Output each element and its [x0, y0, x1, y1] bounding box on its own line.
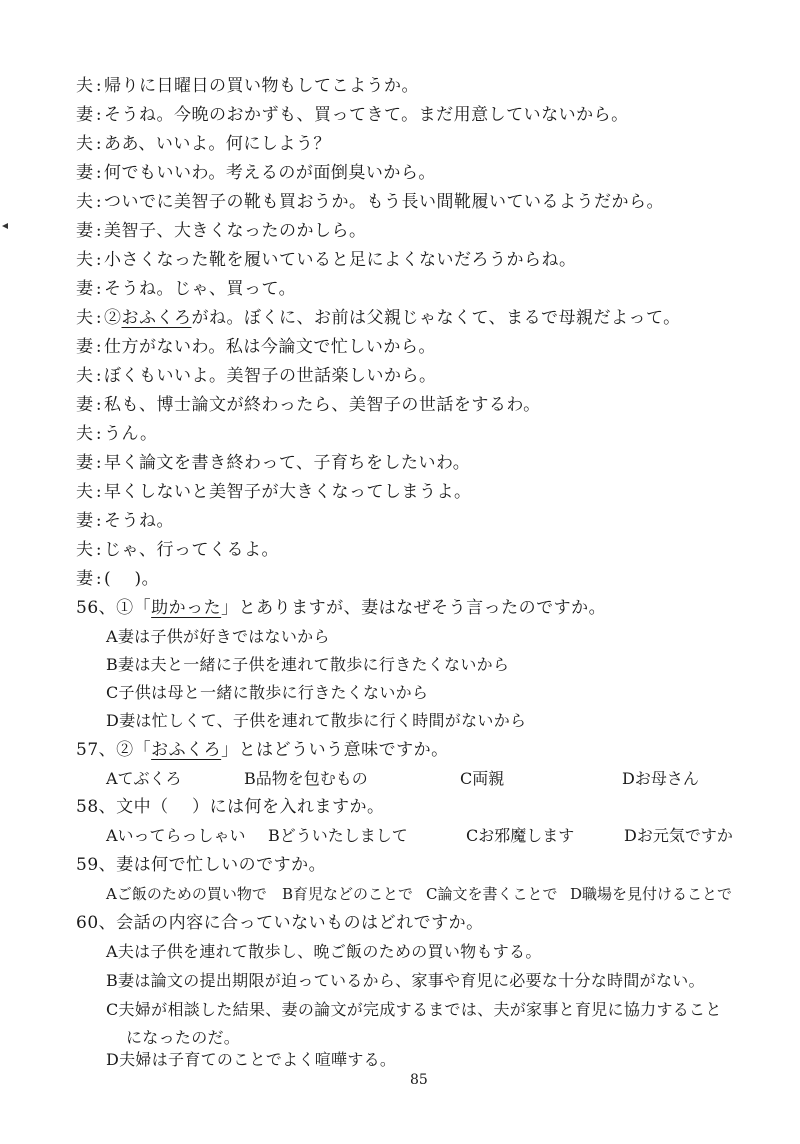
q58-option-c: Cお邪魔します — [466, 826, 575, 845]
dialogue-line: 夫 : 帰りに日曜日の買い物もしてこようか。 — [76, 76, 419, 96]
dialogue-line: 妻 : 早く論文を書き終わって、子育ちをしたいわ。 — [76, 453, 471, 473]
q57-option-d: Dお母さん — [622, 769, 699, 788]
q59-option-c: C論文を書くことで — [426, 885, 558, 903]
q58-option-d: Dお元気ですか — [624, 826, 733, 845]
q57-option-a: Aてぶくろ — [106, 769, 182, 788]
q60-option-c: C夫婦が相談した結果、妻の論文が完成するまでは、夫が家事と育児に協力すること — [106, 1000, 722, 1019]
dialogue-line: 妻 : ( )。 — [76, 569, 160, 589]
underlined-term: おふくろ — [151, 740, 222, 760]
dialogue-line: 妻 : 仕方がないわ。私は今論文で忙しいから。 — [76, 337, 436, 357]
dialogue-line: 夫 : 小さくなった靴を履いていると足によくないだろうからね。 — [76, 250, 577, 270]
q60-option-a: A夫は子供を連れて散歩し、晩ご飯のための買い物もする。 — [106, 942, 542, 961]
dialogue-line: 夫 : じゃ、行ってくるよ。 — [76, 540, 279, 560]
underlined-term: 助かった — [151, 598, 222, 618]
q59-option-a: Aご飯のための買い物で — [106, 885, 267, 903]
q57-option-b: B品物を包むもの — [244, 769, 368, 788]
margin-mark — [2, 223, 8, 229]
question-58: 58、文中（ ）には何を入れますか。 — [76, 797, 385, 817]
q60-option-c-cont: になったのだ。 — [126, 1028, 241, 1047]
question-57: 57、②「おふくろ」とはどういう意味ですか。 — [76, 740, 449, 760]
q56-option-c: C子供は母と一緒に散歩に行きたくないから — [106, 683, 429, 702]
dialogue-line: 妻 : 私も、博士論文が終わったら、美智子の世話をするわ。 — [76, 395, 541, 415]
dialogue-line: 夫 : うん。 — [76, 424, 158, 444]
dialogue-line: 夫 : ついでに美智子の靴も買おうか。もう長い間靴履いているようだから。 — [76, 192, 664, 212]
q56-option-a: A妻は子供が好きではないから — [106, 627, 330, 646]
dialogue-line: 妻 : 美智子、大きくなったのかしら。 — [76, 221, 367, 241]
underlined-term: おふくろ — [121, 308, 192, 328]
q60-option-b: B妻は論文の提出期限が迫っているから、家事や育児に必要な十分な時間がない。 — [106, 971, 705, 990]
dialogue-line: 夫 : ②おふくろがね。ぼくに、お前は父親じゃなくて、まるで母親だよって。 — [76, 308, 681, 328]
dialogue-line: 妻 : そうね。じゃ、買って。 — [76, 279, 297, 299]
q59-option-d: D職場を見付けることで — [570, 885, 733, 903]
q56-option-d: D妻は忙しくて、子供を連れて散歩に行く時間がないから — [106, 711, 527, 730]
q59-option-b: B育児などのことで — [282, 885, 414, 903]
dialogue-line: 夫 : ああ、いいよ。何にしよう？ — [76, 134, 331, 154]
dialogue-line: 夫 : 早くしないと美智子が大きくなってしまうよ。 — [76, 482, 472, 502]
dialogue-line: 夫 : ぼくもいいよ。美智子の世話楽しいから。 — [76, 366, 437, 386]
dialogue-line: 妻 : そうね。 — [76, 511, 174, 531]
q60-option-d: D夫婦は子育てのことでよく喧嘩する。 — [106, 1050, 397, 1069]
question-60: 60、会話の内容に合っていないものはどれですか。 — [76, 913, 484, 933]
q56-option-b: B妻は夫と一緒に子供を連れて散歩に行きたくないから — [106, 655, 510, 674]
dialogue-line: 妻 : そうね。今晩のおかずも、買ってきて。まだ用意していないから。 — [76, 105, 629, 125]
question-59: 59、妻は何で忙しいのですか。 — [76, 855, 327, 875]
question-56: 56、①「助かった」とありますが、妻はなぜそう言ったのですか。 — [76, 598, 607, 618]
page-number: 85 — [410, 1072, 428, 1088]
q57-option-c: C両親 — [460, 769, 505, 788]
dialogue-line: 妻 : 何でもいいわ。考えるのが面倒臭いから。 — [76, 163, 436, 183]
q58-option-b: Bどういたしまして — [268, 826, 408, 845]
q58-option-a: Aいってらっしゃい — [106, 826, 246, 845]
